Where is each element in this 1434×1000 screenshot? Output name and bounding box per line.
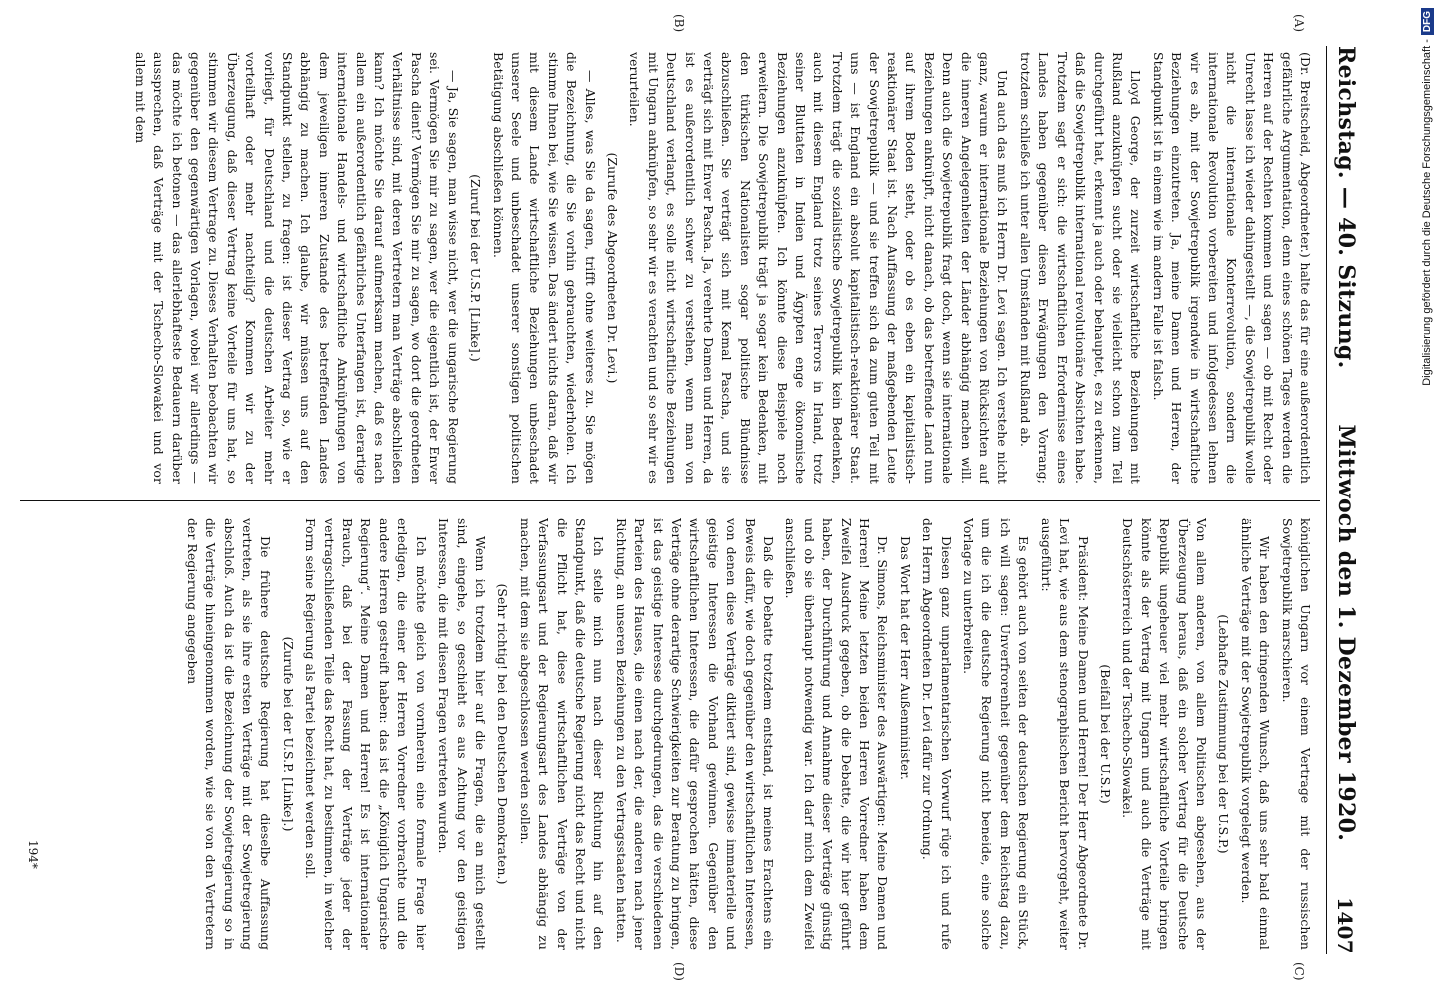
margin-letter-a: (A) [1292,14,1306,33]
header-left: Reichstag. — 40. Sitzung. [1333,46,1359,369]
running-head [1326,46,1364,954]
paragraph: Lloyd George, der zurzeit wirtschaftliche Beziehungen mit Rußland anzuknüpfen sucht oder sie vielleicht schon zum Teil durchgeführt hat, erkennt ja auch oder behauptet, es zu erkennen, daß die Sowjetrepublik international revolutionäre Absichten habe. Trotzdem sagt er sich: die wirtschaftlichen Erfordernisse eines Landes haben gegenüber diesen Erwägungen den Vorrang; trotzdem schließe ich unter allen Umständen mit Rußland ab. [1017,52,1144,484]
paragraph: königlichen Ungarn vor einem Vertrage mit der russischen Sowjetrepublik marschieren. [1279,518,1313,950]
paragraph: Die frühere deutsche Regierung hat dieselbe Auffassung vertreten, als sie ihre ersten Verträge mit der Sowjetregierung abschloß. Auch da ist die Bezeichnung der Sowjetregierung so in die Verträge hineingenommen worden, wie sie von den Vertretern der Regierung angegeben [184,518,274,950]
quotation: Es gehört auch von seiten der deutschen Regierung ein Stück, ich will sagen: Unverfrorenheit gegenüber dem Reichstag dazu, um die ich die deutsche Regierung nicht beneide, eine solche Vorlage zu unterbreiten. [961,518,1032,950]
credit-line [1418,8,1434,992]
paragraph: Daß die Debatte trotzdem entstand, ist meines Erachtens ein Beweis dafür, wie doch gegenüber den wirtschaftlichen Interessen, von denen diese Verträge diktiert sind, gewisse immaterielle und geistige Interessen die Vorhand gewinnen. Gegenüber den wirtschaftlichen Interessen, die dafür gesprochen hätten, diese Verträge ohne derartige Schwierigkeiten zur Beratung zu bringen, ist das geistige Interesse durchgedrungen, das die verschiedenen Parteien des Hauses, die einen nach der, die anderen nach jener Richtung, an unseren Beziehungen zu den Vertragsstaaten hatten. [613,518,777,950]
margin-letter-c: (C) [1292,962,1306,981]
left-column [24,52,1314,484]
interjection: (Beifall bei der U.S.P.) [1097,664,1113,804]
margin-letter-b: (B) [672,14,686,33]
interjection: (Zurufe des Abgeordneten Dr. Levi.) [604,152,620,384]
paragraph: Dr. Simons, Reichsminister des Auswärtigen: Meine Damen und Herren! Meine letzten beiden Herren Vorredner haben dem Zweifel Ausdruck gegeben, ob die Debatte, die wir hier geführt haben, der Durchführung und Annahme dieser Verträge günstig und ob sie überhaupt notwendig war. Ich darf mich dem Zweifel anschließen. [783,518,891,950]
paragraph: Und auch das muß ich Herrn Dr. Levi sagen. Ich verstehe nicht ganz, warum er internationale Beziehungen von Rücksichten auf die inneren Angelegenheiten der Länder abhängig machen will. Denn auch die Sowjetrepublik fragt doch, wenn sie internationale Beziehungen anknüpft, nicht danach, ob das betreffende Land nun auf ihrem Boden steht, oder ob es eben ein kapitalistisch-reaktionärer Staat ist. Nach Auffassung der maßgebenden Leute der Sowjetrepublik — und sie treffen sich da zum guten Teil mit uns — ist England ein absolut kapitalistisch-reaktionärer Staat. Trotzdem trägt die sozialistische Sowjetrepublik kein Bedenken, auch mit diesem England trotz seines Terrors in Irland, trotz seiner Bluttaten in Indien und Ägypten enge ökonomische Beziehungen anzuknüpfen. Ich könnte diese Beispiele noch erweitern. Die Sowjetrepublik trägt ja sogar kein Bedenken, mit den türkischen Nationalisten sogar politische Bündnisse abzuschließen. Sie verträgt sich mit Kemal Pascha, und sie verträgt sich mit Enver Pascha. Ja, verehrte Damen und Herren, da ist es außerordentlich schwer zu verstehen, wenn man von Deutschland verlangt, es solle nicht wirtschaftliche Beziehungen mit Ungarn anknüpfen, so sehr wir es verachten und so sehr wir es verurteilen. [627,52,1011,484]
dfg-badge: DFG [1421,8,1434,35]
right-column [24,518,1314,950]
paragraph: Diesen ganz unparlamentarischen Vorwurf rüge ich und rufe den Herrn Abgeordneten Dr. Levi dafür zur Ordnung. [920,518,954,950]
page-number: 1407 [1333,897,1357,954]
header-date: Mittwoch den 1. Dezember 1920. [1333,424,1359,842]
interjection: (Zurufe bei der U.S.P. [Linke].) [280,636,296,832]
sheet-number: 194* [26,840,40,869]
paragraph: — Ja, Sie sagen, man wisse nicht, wer die ungarische Regierung sei. Vermögen Sie mir zu sagen, wer die eigentlich ist, der Enver Pascha dient? Vermögen Sie mir zu sagen, wo dort die geordneten Verhältnisse sind, mit deren Vertretern man Verträge abschließen kann? Ich möchte Sie darauf aufmerksam machen, daß es nach allem ein außerordentlich gefährliches Unterfangen ist, derartige internationale Handels- und wirtschaftliche Anknüpfungen von dem jeweiligen inneren Zustande des betreffenden Landes abhängig zu machen. Ich glaube, wir müssen uns auf den Standpunkt stellen, zu fragen: ist dieser Vertrag so, wie er vorliegt, für Deutschland und die deutschen Arbeiter mehr vorteilhaft oder mehr nachteilig? Kommen wir zu der Überzeugung, daß dieser Vertrag keine Vorteile für uns hat, so stimmen wir diesem Vertrage zu. Dieses Verhalten beobachten wir gegenüber den gegenwärtigen Vorlagen, wobei wir allerdings — das möchte ich betonen — das allerlebhafteste Bedauern darüber aussprechen, daß Verträge mit der Tschecho-Slowakei und vor allem mit dem [132,52,461,484]
interjection: (Zuruf bei der U.S.P. [Linke].) [468,174,484,362]
paragraph: Ich stelle mich nun nach dieser Richtung hin auf den Standpunkt, daß die deutsche Regierung nicht das Recht und nicht die Pflicht hat, diese wirtschaftlichen Verträge von der Verfassungsart und der Regierungsart des Landes abhängig zu machen, mit dem sie abgeschlossen werden sollen. [517,518,607,950]
digitization-credit [1416,8,1434,992]
margin-letter-d: (D) [672,962,686,981]
paragraph: Präsident: Meine Damen und Herren! Der Herr Abgeordnete Dr. Levi hat, wie aus dem stenographischen Bericht hervorgeht, weiter ausgeführt: [1038,518,1091,950]
paragraph: — Alles, was Sie da sagen, trifft ohne weiteres zu. Sie mögen die Bezeichnung, die Sie vorhin gebrauchten, wiederholen. Ich stimme Ihnen bei, wie Sie wissen. Das ändert nichts daran, daß wir mit diesem Lande wirtschaftliche Beziehungen unbeschadet unserer Seele und unbeschadet unserer sonstigen politischen Betätigung abschließen können. [490,52,598,484]
paragraph: Wenn ich trotzdem hier auf die Fragen, die an mich gestellt sind, eingehe, so geschieht es aus Achtung vor den geistigen Interessen, die mit diesen Fragen vertreten wurden. [436,518,488,950]
paragraph: (Dr. Breitscheid, Abgeordneter.) halte das für eine außerordentlich gefährliche Argumentation, denn eines schönen Tages werden die Herren auf der Rechten kommen und sagen — ob mit Recht oder Unrecht lasse ich wieder dahingestellt —, die Sowjetrepublik wolle nicht die internationale Konterrevolution, sondern die internationale Revolution vorbereiten und infolgedessen lehnen wir es ab, mit der Sowjetrepublik irgendwie in wirtschaftliche Beziehungen einzutreten. Ja, meine Damen und Herren, der Standpunkt ist in einem wie im andern Falle ist falsch. [1150,52,1313,484]
paragraph: Das Wort hat der Herr Außenminister. [897,536,913,781]
credit-text: Digitalisierung gefördert durch die Deutsche Forschungsgemeinschaft - [1421,39,1433,386]
paragraph: Wir haben den dringenden Wunsch, daß uns sehr bald einmal ähnliche Verträge mit der Sowjetrepublik vorgelegt werden. [1238,518,1273,950]
paragraph: Von allem anderen, von allem Politischen abgesehen, aus der Überzeugung heraus, daß ein solcher Vertrag für die Deutsche Republik ungeheuer viel mehr wirtschaftliche Vorteile bringen könnte als der Vertrag mit Ungarn und auch die Verträge mit Deutschösterreich und der Tschecho-Slowakei. [1120,518,1209,950]
interjection: (Lebhafte Zustimmung bei der U.S.P.) [1216,614,1232,854]
column-divider [20,500,1320,501]
paragraph: Ich möchte gleich von vornherein eine formale Frage hier erledigen, die einer der Herren Vorredner vorbrachte und die andere Herren gestreift haben: das ist die „Königlich Ungarische Regierung“. Meine Damen und Herren! Es ist internationaler Brauch, daß bei der Fassung der Verträge jeder der vertragschließenden Teile das Recht hat, zu bestimmen, in welcher Form seine Regierung als Partei bezeichnet werden soll. [303,518,429,950]
interjection: (Sehr richtig! bei den Deutschen Demokraten.) [495,583,511,885]
